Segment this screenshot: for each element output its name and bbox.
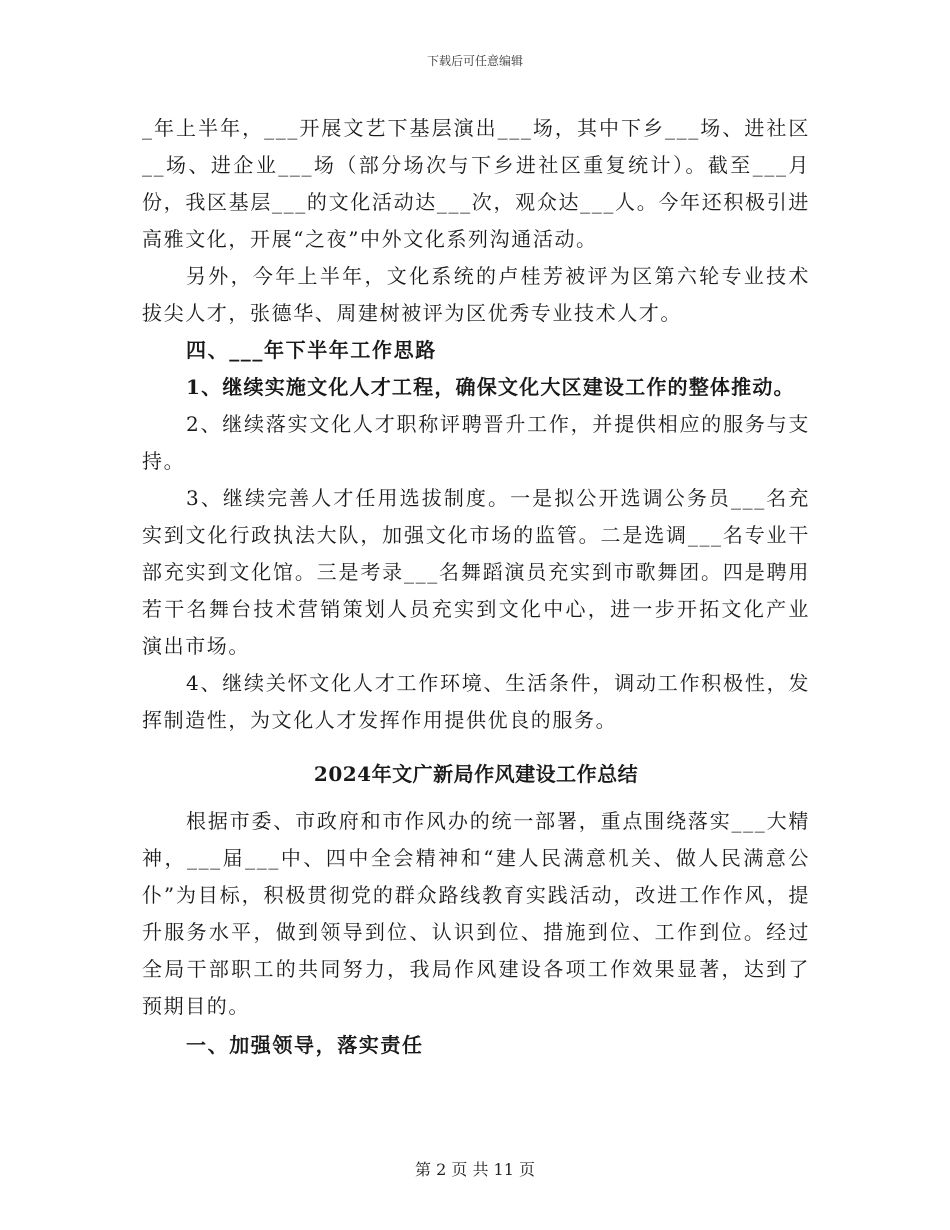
plan-item-1: 1、继续实施文化人才工程，确保文化大区建设工作的整体推动。 [186,375,795,399]
paragraph-intro: 根据市委、市政府和市作风办的统一部署，重点围绕落实___大精神，___届___中、四中全会精神和“建人民满意机关、做人民满意公仆”为目标，积极贯彻党的群众路线教育实践活动，改进工作作风，提升服务水平，做到领导到位、认识到位、措施到位、工作到位。经过全局干部职工的共同努力，我局作风建设各项工作效果显著，达到了预期目的。 [142,809,810,1018]
page-header: 下载后可任意编辑 [426,54,523,68]
section-heading-leadership: 一、加强领导，落实责任 [186,1033,424,1057]
section-heading-second-half-plan: 四、___年下半年工作思路 [186,338,437,362]
plan-item-2: 2、继续落实文化人才职称评聘晋升工作，并提供相应的服务与支持。 [142,412,810,473]
paragraph-performances: _年上半年，___开展文艺下基层演出___场，其中下乡___场、进社区__场、进企业___场（部分场次与下乡进社区重复统计）。截至___月份，我区基层___的文化活动达___次，观众达___人。今年还积极引进高雅文化，开展“之夜”中外文化系列沟通活动。 [142,116,810,251]
paragraph-talent-awards: 另外，今年上半年，文化系统的卢桂芳被评为区第六轮专业技术拔尖人才，张德华、周建树被评为区优秀专业技术人才。 [142,264,810,325]
plan-item-3: 3、继续完善人才任用选拔制度。一是拟公开选调公务员___名充实到文化行政执法大队，加强文化市场的监管。二是选调___名专业干部充实到文化馆。三是考录___名舞蹈演员充实到市歌舞团。四是聘用若干名舞台技术营销策划人员充实到文化中心，进一步开拓文化产业演出市场。 [142,486,810,658]
document-body [142,110,810,1064]
document-title: 2024年文广新局作风建设工作总结 [313,762,639,786]
plan-item-4: 4、继续关怀文化人才工作环境、生活条件，调动工作积极性，发挥制造性，为文化人才发挥作用提供优良的服务。 [142,671,810,732]
page-footer: 第 2 页 共 11 页 [415,1160,535,1179]
